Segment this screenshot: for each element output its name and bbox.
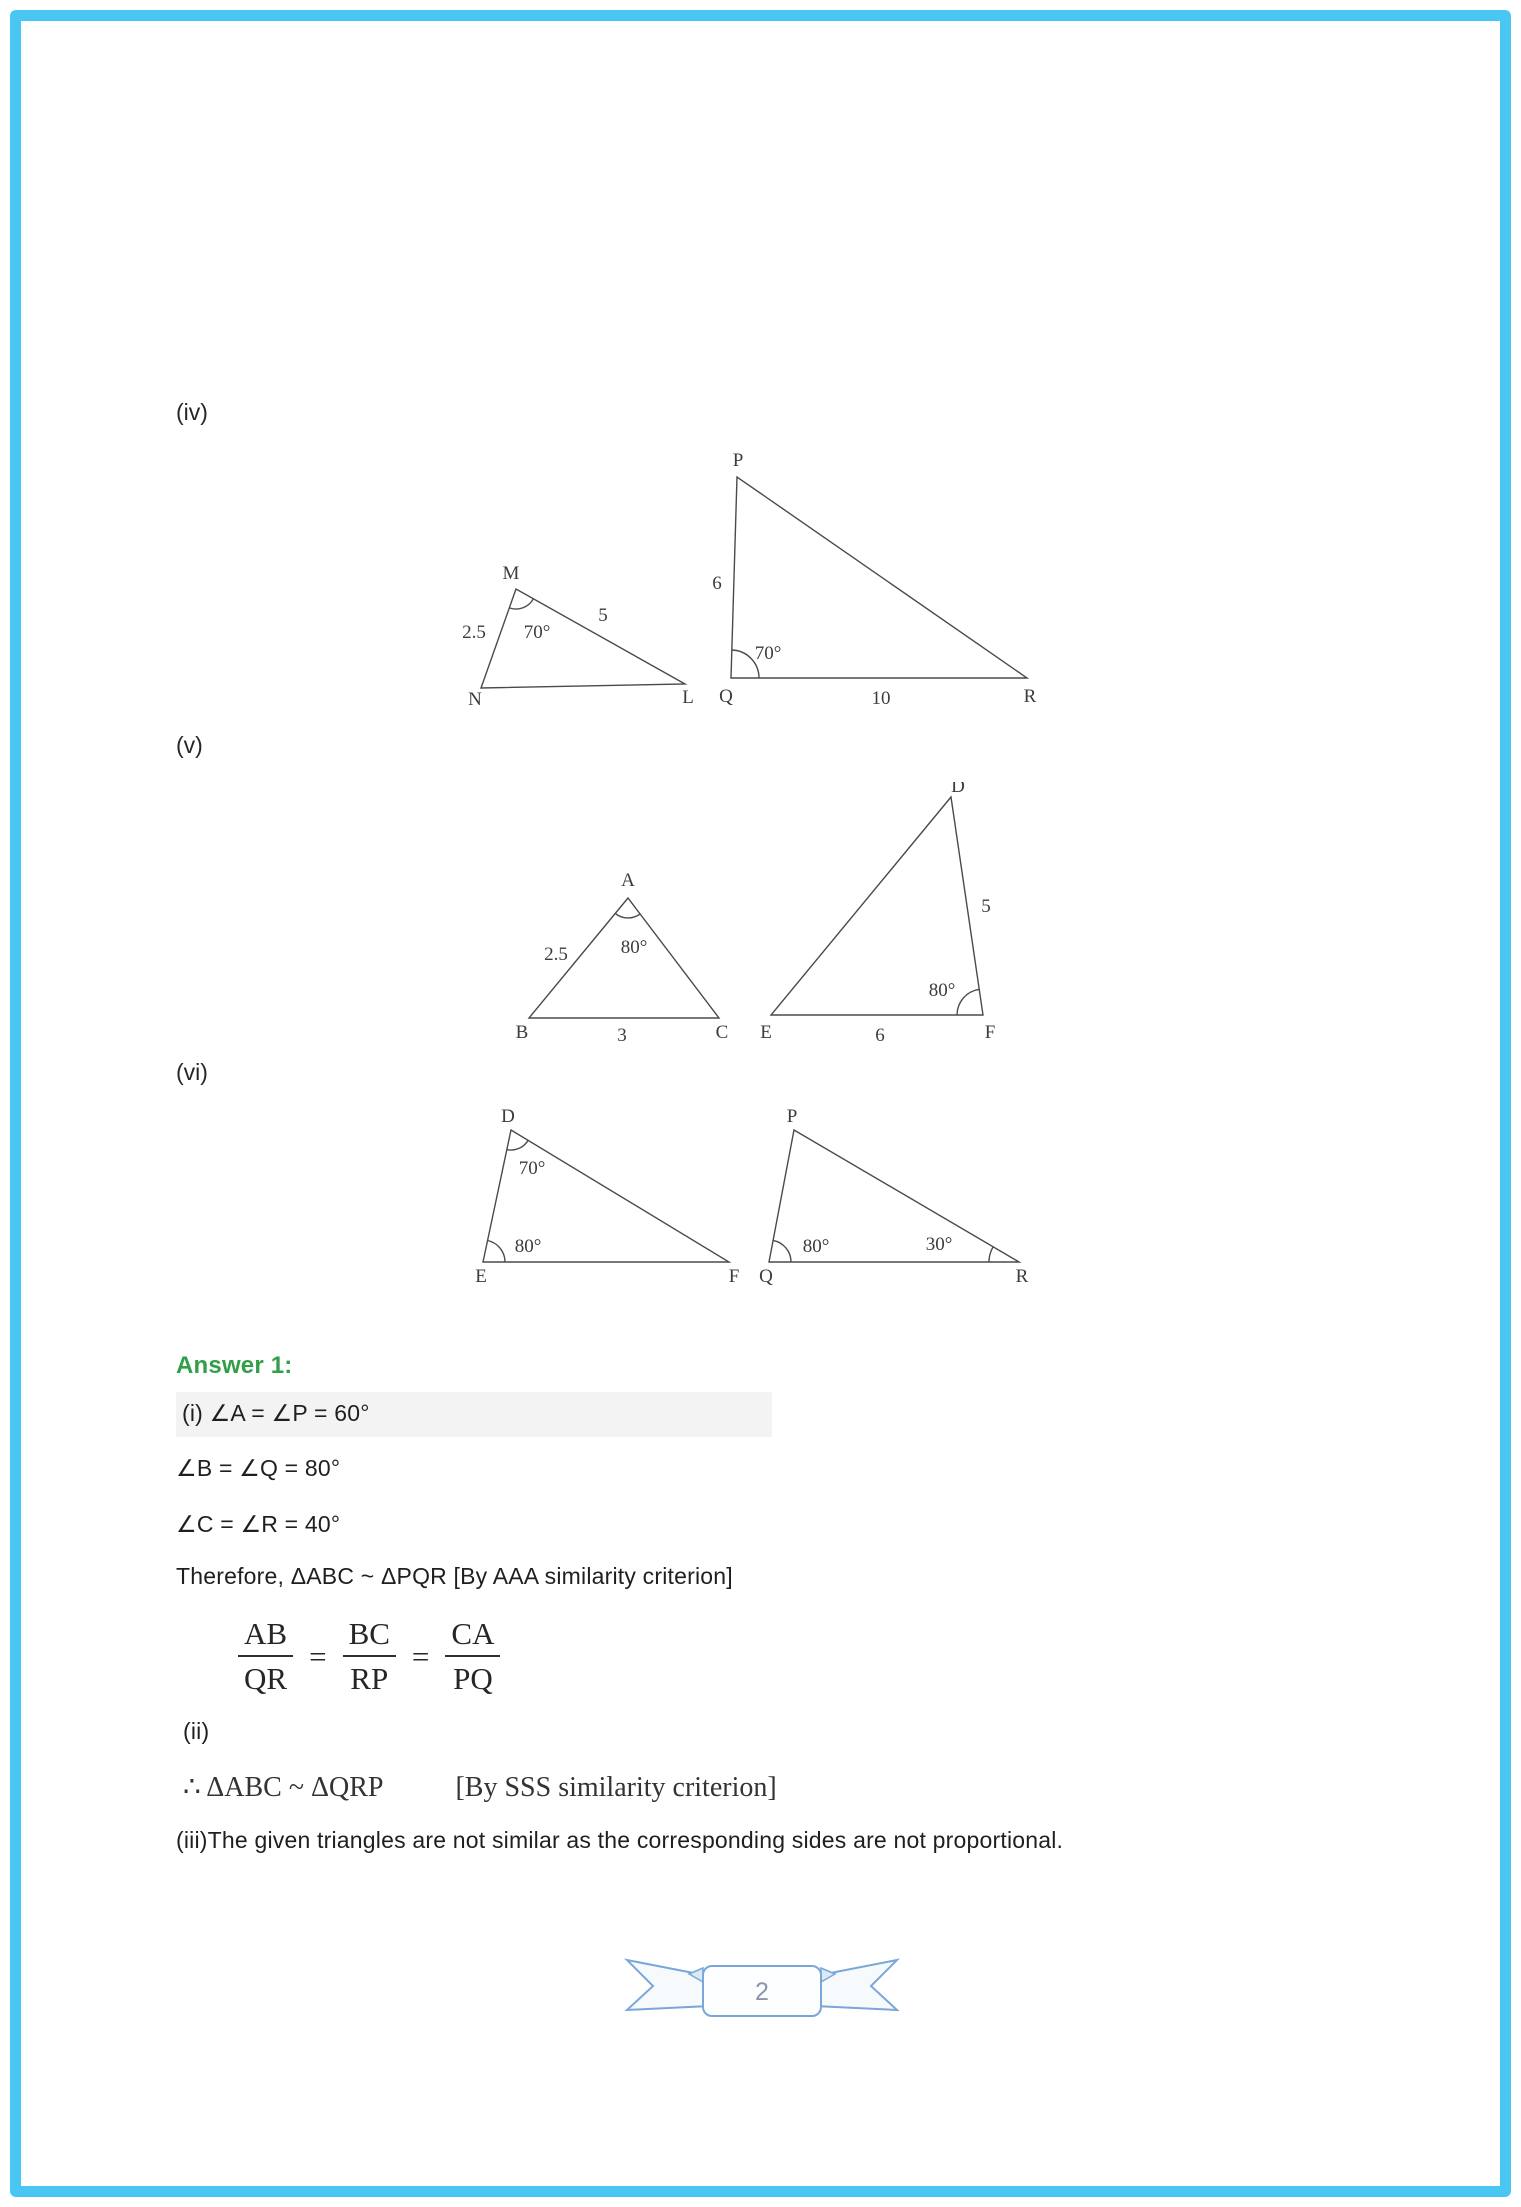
- angle-label-E: 80°: [514, 1236, 542, 1257]
- vertex-label-N: N: [468, 689, 482, 710]
- fraction-ab-qr: [238, 1616, 293, 1697]
- side-label-BC: 3: [617, 1025, 627, 1046]
- vertex-label-A: A: [621, 870, 635, 891]
- page-ribbon: [617, 1946, 907, 2035]
- fraction-numerator: BC: [343, 1616, 396, 1657]
- fraction-denominator: RP: [350, 1661, 389, 1696]
- sss-similarity-line: [183, 1770, 777, 1804]
- angle-label-F: 80°: [928, 980, 956, 1001]
- fraction-numerator: AB: [238, 1616, 293, 1657]
- figure-iv-label: (iv): [176, 399, 208, 425]
- angle-label-Q: 80°: [802, 1236, 830, 1257]
- fraction-numerator: CA: [445, 1616, 500, 1657]
- answer-line-conclusion: Therefore, ΔABC ~ ΔPQR [By AAA similarity criterion]: [176, 1563, 733, 1589]
- vertex-label-L: L: [682, 687, 694, 708]
- side-label-MN: 2.5: [462, 622, 486, 643]
- figure-v: [512, 782, 1022, 1059]
- vertex-label-C: C: [715, 1022, 729, 1043]
- answer-line-ii: (ii): [183, 1718, 210, 1744]
- figure-vi: [472, 1108, 1047, 1295]
- vertex-label-M: M: [502, 563, 520, 584]
- angle-label-A: 80°: [620, 937, 648, 958]
- page-number: 2: [755, 1978, 769, 2006]
- vertex-label-E: E: [760, 1022, 772, 1043]
- figure-vi-label: (vi): [176, 1059, 208, 1085]
- vertex-label-E: E: [475, 1266, 487, 1287]
- angle-arc-Q-vi: [773, 1240, 791, 1262]
- angle-arc-D: [507, 1140, 528, 1150]
- side-label-PQ: 6: [712, 573, 722, 594]
- fraction-bc-rp: [343, 1616, 396, 1697]
- side-label-AB: 2.5: [544, 944, 568, 965]
- side-label-EF: 6: [875, 1025, 885, 1046]
- vertex-label-P: P: [732, 450, 744, 471]
- vertex-label-Q: Q: [759, 1266, 773, 1287]
- similarity-ratio-equation: [238, 1616, 500, 1697]
- fraction-ca-pq: [445, 1616, 500, 1697]
- ribbon-right-flag: [815, 1960, 897, 2010]
- figure-iv: [455, 448, 1065, 721]
- sss-statement: ∴ ΔABC ~ ΔQRP: [183, 1772, 384, 1803]
- answer-line-iii: (iii)The given triangles are not similar as the corresponding sides are not proportional.: [176, 1827, 1064, 1853]
- vertex-label-B: B: [515, 1022, 529, 1043]
- answer-heading: Answer 1:: [176, 1352, 293, 1379]
- fraction-denominator: QR: [244, 1661, 288, 1696]
- figure-v-drawing: [512, 782, 1022, 1054]
- vertex-label-Q: Q: [719, 686, 733, 707]
- figure-vi-drawing: [472, 1108, 1047, 1290]
- ribbon-banner: [617, 1946, 907, 2030]
- answer-line-angle-c: ∠C = ∠R = 40°: [176, 1511, 341, 1537]
- ribbon-left-flag: [627, 1960, 709, 2010]
- vertex-label-D: D: [951, 782, 965, 797]
- vertex-label-F: F: [984, 1022, 996, 1043]
- angle-label-M: 70°: [523, 622, 551, 643]
- answer-line-i: (i) ∠A = ∠P = 60°: [176, 1392, 772, 1437]
- answer-line-angle-b: ∠B = ∠Q = 80°: [176, 1455, 341, 1481]
- angle-arc-E: [488, 1241, 505, 1263]
- side-label-ML: 5: [598, 605, 608, 626]
- triangle-MNL: [481, 589, 685, 688]
- side-label-QR: 10: [871, 688, 891, 709]
- vertex-label-F: F: [728, 1266, 740, 1287]
- equals-sign: =: [411, 1638, 430, 1674]
- vertex-label-D: D: [501, 1108, 515, 1127]
- vertex-label-R: R: [1023, 686, 1037, 707]
- side-label-DF: 5: [981, 896, 991, 917]
- angle-label-R: 30°: [925, 1234, 953, 1255]
- figure-iv-drawing: [455, 448, 1065, 716]
- vertex-label-R: R: [1015, 1266, 1029, 1287]
- angle-arc-A: [615, 913, 640, 918]
- angle-arc-F: [957, 989, 979, 1015]
- fraction-denominator: PQ: [453, 1661, 493, 1696]
- vertex-label-P: P: [786, 1108, 798, 1127]
- sss-criterion: [By SSS similarity criterion]: [455, 1772, 777, 1803]
- equals-sign: =: [309, 1638, 327, 1674]
- angle-arc-M: [509, 599, 533, 609]
- angle-label-Q: 70°: [754, 643, 782, 664]
- angle-label-D: 70°: [518, 1158, 546, 1179]
- figure-v-label: (v): [176, 732, 203, 758]
- angle-arc-R-vi: [989, 1247, 993, 1262]
